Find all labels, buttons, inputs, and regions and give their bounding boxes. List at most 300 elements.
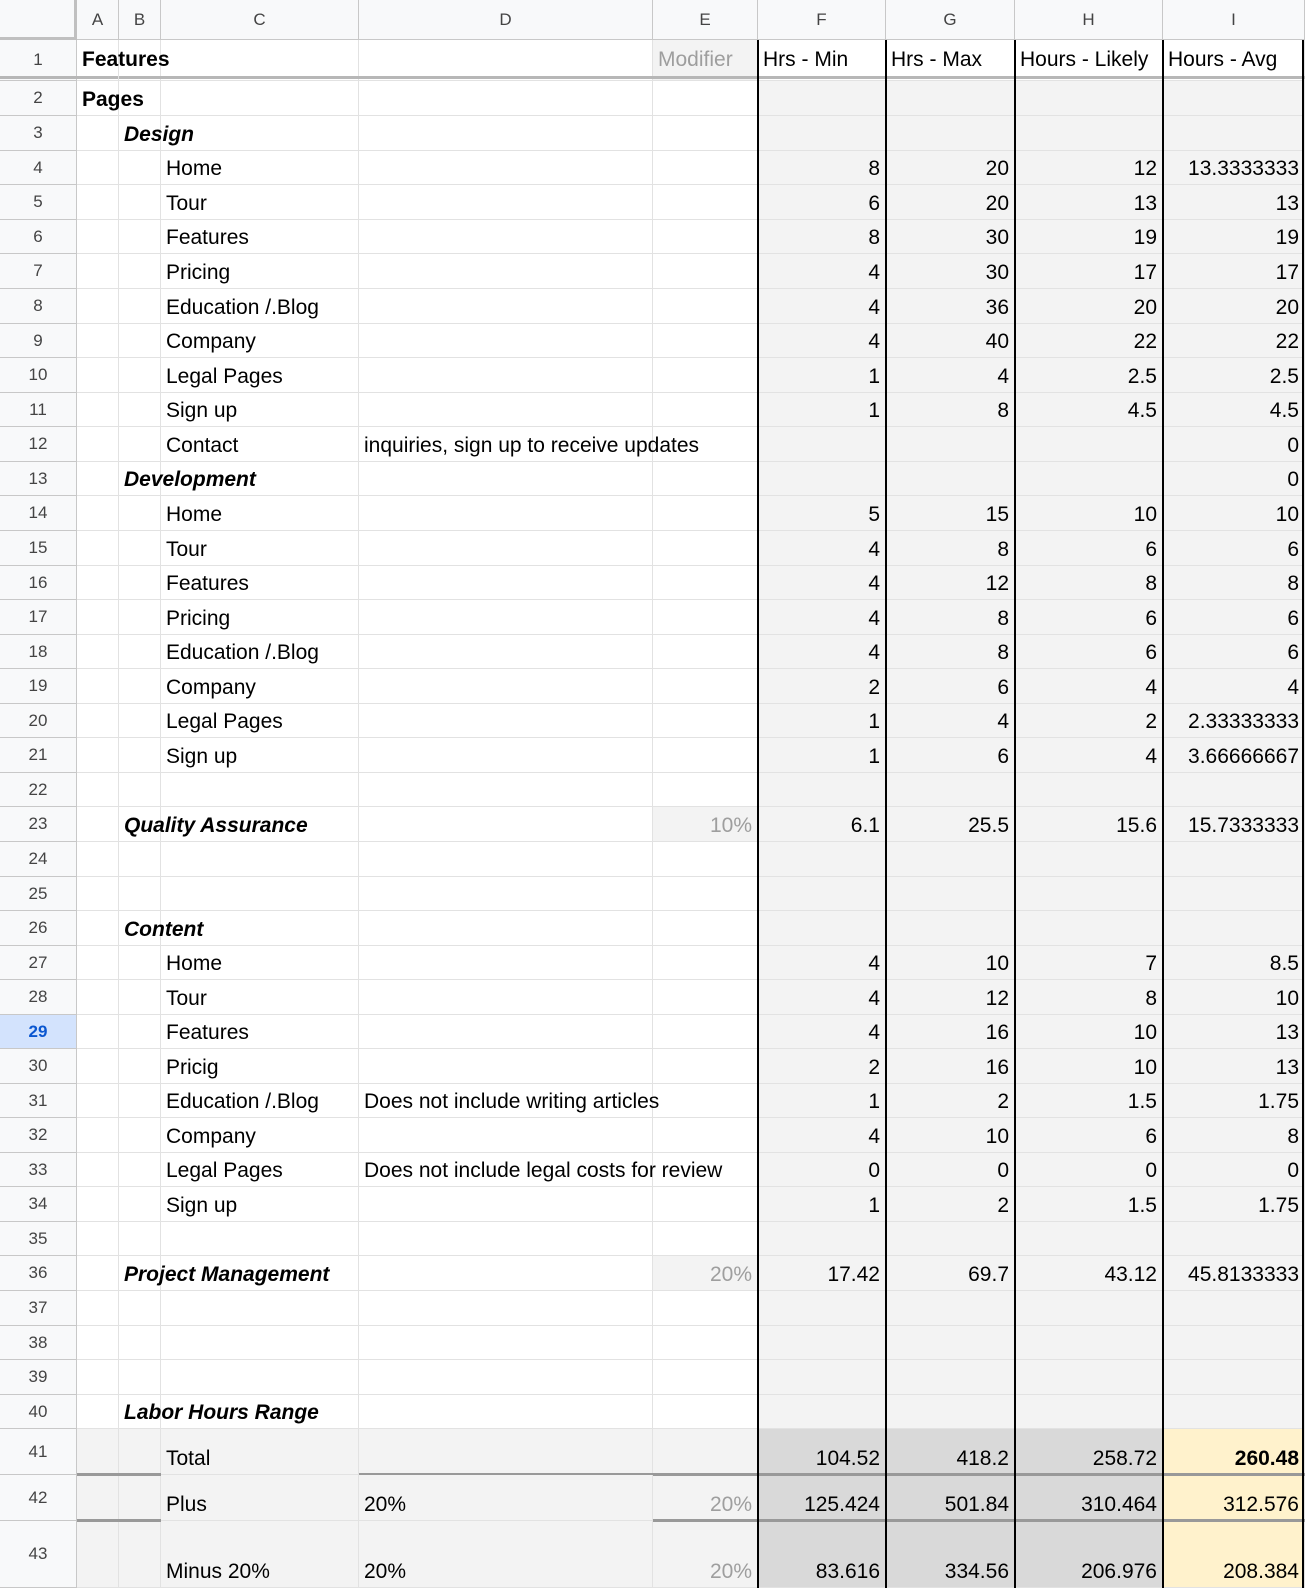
cell-G14[interactable]: 15 [886,496,1015,531]
cell-C41[interactable]: Total [161,1429,359,1475]
cell-F20[interactable]: 1 [758,704,886,738]
cell-G43[interactable]: 334.56 [886,1521,1015,1588]
row-header-28[interactable]: 28 [0,980,77,1015]
cell-I43[interactable]: 208.384 [1163,1521,1305,1588]
cell-A12[interactable] [77,427,119,462]
cell-C16[interactable]: Features [161,566,359,600]
cell-H28[interactable]: 8 [1015,980,1163,1015]
cell-B7[interactable] [119,254,161,289]
cell-F9[interactable]: 4 [758,324,886,358]
cell-D9[interactable] [359,324,653,358]
cell-B16[interactable] [119,566,161,600]
cell-D4[interactable] [359,151,653,185]
cell-F30[interactable]: 2 [758,1049,886,1084]
cell-H38[interactable] [1015,1326,1163,1360]
cell-H9[interactable]: 22 [1015,324,1163,358]
cell-A3[interactable] [77,116,119,151]
cell-D23[interactable] [359,807,653,842]
cell-A11[interactable] [77,393,119,427]
cell-D1[interactable] [359,40,653,81]
row-header-27[interactable]: 27 [0,946,77,980]
cell-B34[interactable] [119,1187,161,1222]
cell-I19[interactable]: 4 [1163,669,1305,704]
row-header-42[interactable]: 42 [0,1475,77,1521]
cell-F34[interactable]: 1 [758,1187,886,1222]
cell-B31[interactable] [119,1084,161,1118]
cell-F8[interactable]: 4 [758,289,886,324]
cell-D36[interactable] [359,1256,653,1291]
cell-D7[interactable] [359,254,653,289]
cell-F1[interactable]: Hrs - Min [758,40,886,81]
cell-I8[interactable]: 20 [1163,289,1305,324]
cell-E6[interactable] [653,220,758,254]
cell-G29[interactable]: 16 [886,1015,1015,1049]
row-header-34[interactable]: 34 [0,1187,77,1222]
column-header-G[interactable]: G [886,0,1015,40]
cell-G12[interactable] [886,427,1015,462]
row-header-21[interactable]: 21 [0,738,77,773]
cell-E1[interactable]: Modifier [653,40,758,81]
cell-E14[interactable] [653,496,758,531]
cell-E41[interactable] [653,1429,758,1475]
cell-F32[interactable]: 4 [758,1118,886,1153]
cell-A32[interactable] [77,1118,119,1153]
cell-F21[interactable]: 1 [758,738,886,773]
cell-H13[interactable] [1015,462,1163,496]
cell-D30[interactable] [359,1049,653,1084]
cell-A28[interactable] [77,980,119,1015]
cell-D16[interactable] [359,566,653,600]
row-header-9[interactable]: 9 [0,324,77,358]
row-header-19[interactable]: 19 [0,669,77,704]
cell-D5[interactable] [359,185,653,220]
cell-B25[interactable] [119,877,161,911]
row-header-41[interactable]: 41 [0,1429,77,1475]
cell-I28[interactable]: 10 [1163,980,1305,1015]
cell-F41[interactable]: 104.52 [758,1429,886,1475]
cell-F2[interactable] [758,81,886,116]
row-header-16[interactable]: 16 [0,566,77,600]
row-header-33[interactable]: 33 [0,1153,77,1187]
cell-E15[interactable] [653,531,758,566]
cell-I29[interactable]: 13 [1163,1015,1305,1049]
cell-B42[interactable] [119,1475,161,1521]
cell-B40[interactable]: Labor Hours Range [119,1395,161,1429]
cell-F23[interactable]: 6.1 [758,807,886,842]
row-header-14[interactable]: 14 [0,496,77,531]
cell-H30[interactable]: 10 [1015,1049,1163,1084]
cell-G26[interactable] [886,911,1015,946]
cell-D40[interactable] [359,1395,653,1429]
cell-E2[interactable] [653,81,758,116]
column-header-C[interactable]: C [161,0,359,40]
cell-I34[interactable]: 1.75 [1163,1187,1305,1222]
cell-I26[interactable] [1163,911,1305,946]
cell-H33[interactable]: 0 [1015,1153,1163,1187]
cell-I39[interactable] [1163,1360,1305,1395]
cell-I2[interactable] [1163,81,1305,116]
cell-G38[interactable] [886,1326,1015,1360]
cell-A23[interactable] [77,807,119,842]
cell-F43[interactable]: 83.616 [758,1521,886,1588]
cell-H5[interactable]: 13 [1015,185,1163,220]
cell-A6[interactable] [77,220,119,254]
cell-B19[interactable] [119,669,161,704]
cell-F26[interactable] [758,911,886,946]
cell-H12[interactable] [1015,427,1163,462]
cell-E10[interactable] [653,358,758,393]
cell-A7[interactable] [77,254,119,289]
cell-E4[interactable] [653,151,758,185]
row-header-31[interactable]: 31 [0,1084,77,1118]
cell-E37[interactable] [653,1291,758,1326]
cell-G9[interactable]: 40 [886,324,1015,358]
cell-C18[interactable]: Education /.Blog [161,635,359,669]
cell-C28[interactable]: Tour [161,980,359,1015]
cell-E40[interactable] [653,1395,758,1429]
cell-B21[interactable] [119,738,161,773]
cell-C31[interactable]: Education /.Blog [161,1084,359,1118]
cell-I16[interactable]: 8 [1163,566,1305,600]
cell-H3[interactable] [1015,116,1163,151]
cell-D13[interactable] [359,462,653,496]
cell-A43[interactable] [77,1521,119,1588]
cell-G5[interactable]: 20 [886,185,1015,220]
cell-F42[interactable]: 125.424 [758,1475,886,1521]
cell-H20[interactable]: 2 [1015,704,1163,738]
cell-G15[interactable]: 8 [886,531,1015,566]
cell-B4[interactable] [119,151,161,185]
cell-E31[interactable] [653,1084,758,1118]
cell-E32[interactable] [653,1118,758,1153]
cell-I32[interactable]: 8 [1163,1118,1305,1153]
cell-C24[interactable] [161,842,359,877]
cell-B3[interactable]: Design [119,116,161,151]
cell-H2[interactable] [1015,81,1163,116]
cell-A4[interactable] [77,151,119,185]
cell-A30[interactable] [77,1049,119,1084]
cell-C8[interactable]: Education /.Blog [161,289,359,324]
cell-C43[interactable]: Minus 20% [161,1521,359,1588]
cell-G11[interactable]: 8 [886,393,1015,427]
cell-B11[interactable] [119,393,161,427]
cell-G36[interactable]: 69.7 [886,1256,1015,1291]
cell-A42[interactable] [77,1475,119,1521]
cell-I4[interactable]: 13.3333333 [1163,151,1305,185]
cell-G42[interactable]: 501.84 [886,1475,1015,1521]
cell-I22[interactable] [1163,773,1305,807]
row-header-30[interactable]: 30 [0,1049,77,1084]
cell-E16[interactable] [653,566,758,600]
row-header-13[interactable]: 13 [0,462,77,496]
cell-F18[interactable]: 4 [758,635,886,669]
cell-F40[interactable] [758,1395,886,1429]
freeze-divider[interactable] [0,76,1305,79]
cell-F7[interactable]: 4 [758,254,886,289]
row-header-5[interactable]: 5 [0,185,77,220]
cell-H41[interactable]: 258.72 [1015,1429,1163,1475]
cell-H8[interactable]: 20 [1015,289,1163,324]
cell-E42[interactable]: 20% [653,1475,758,1521]
cell-I7[interactable]: 17 [1163,254,1305,289]
cell-A33[interactable] [77,1153,119,1187]
cell-D20[interactable] [359,704,653,738]
cell-G27[interactable]: 10 [886,946,1015,980]
cell-E13[interactable] [653,462,758,496]
cell-C14[interactable]: Home [161,496,359,531]
row-header-6[interactable]: 6 [0,220,77,254]
cell-D28[interactable] [359,980,653,1015]
cell-G7[interactable]: 30 [886,254,1015,289]
cell-D3[interactable] [359,116,653,151]
cell-C5[interactable]: Tour [161,185,359,220]
cell-F10[interactable]: 1 [758,358,886,393]
cell-A41[interactable] [77,1429,119,1475]
cell-F3[interactable] [758,116,886,151]
cell-G33[interactable]: 0 [886,1153,1015,1187]
cell-A15[interactable] [77,531,119,566]
cell-C15[interactable]: Tour [161,531,359,566]
cell-G1[interactable]: Hrs - Max [886,40,1015,81]
cell-G6[interactable]: 30 [886,220,1015,254]
cell-G8[interactable]: 36 [886,289,1015,324]
column-header-D[interactable]: D [359,0,653,40]
row-header-4[interactable]: 4 [0,151,77,185]
column-header-B[interactable]: B [119,0,161,40]
cell-H34[interactable]: 1.5 [1015,1187,1163,1222]
cell-D15[interactable] [359,531,653,566]
cell-B5[interactable] [119,185,161,220]
cell-E19[interactable] [653,669,758,704]
cell-H32[interactable]: 6 [1015,1118,1163,1153]
cell-D2[interactable] [359,81,653,116]
cell-A31[interactable] [77,1084,119,1118]
cell-G19[interactable]: 6 [886,669,1015,704]
cell-D27[interactable] [359,946,653,980]
cell-I9[interactable]: 22 [1163,324,1305,358]
row-header-2[interactable]: 2 [0,81,77,116]
cell-A17[interactable] [77,600,119,635]
cell-E28[interactable] [653,980,758,1015]
cell-I36[interactable]: 45.8133333 [1163,1256,1305,1291]
row-header-32[interactable]: 32 [0,1118,77,1153]
cell-I25[interactable] [1163,877,1305,911]
cell-E21[interactable] [653,738,758,773]
cell-E43[interactable]: 20% [653,1521,758,1588]
cell-D12[interactable]: inquiries, sign up to receive updates [359,427,653,462]
cell-H36[interactable]: 43.12 [1015,1256,1163,1291]
cell-B20[interactable] [119,704,161,738]
cell-D43[interactable]: 20% [359,1521,653,1588]
cell-E29[interactable] [653,1015,758,1049]
cell-B18[interactable] [119,635,161,669]
cell-C39[interactable] [161,1360,359,1395]
cell-E17[interactable] [653,600,758,635]
cell-H16[interactable]: 8 [1015,566,1163,600]
cell-C20[interactable]: Legal Pages [161,704,359,738]
cell-D10[interactable] [359,358,653,393]
cell-B17[interactable] [119,600,161,635]
cell-F16[interactable]: 4 [758,566,886,600]
cell-G24[interactable] [886,842,1015,877]
cell-C35[interactable] [161,1222,359,1256]
cell-A38[interactable] [77,1326,119,1360]
cell-G39[interactable] [886,1360,1015,1395]
cell-I1[interactable]: Hours - Avg [1163,40,1305,81]
row-header-7[interactable]: 7 [0,254,77,289]
cell-F6[interactable]: 8 [758,220,886,254]
cell-E22[interactable] [653,773,758,807]
cell-E30[interactable] [653,1049,758,1084]
row-header-18[interactable]: 18 [0,635,77,669]
cell-A35[interactable] [77,1222,119,1256]
cell-H29[interactable]: 10 [1015,1015,1163,1049]
cell-D32[interactable] [359,1118,653,1153]
cell-D21[interactable] [359,738,653,773]
row-header-1[interactable]: 1 [0,40,77,81]
cell-I37[interactable] [1163,1291,1305,1326]
cell-D39[interactable] [359,1360,653,1395]
cell-B41[interactable] [119,1429,161,1475]
row-header-43[interactable]: 43 [0,1521,77,1588]
cell-H1[interactable]: Hours - Likely [1015,40,1163,81]
row-header-8[interactable]: 8 [0,289,77,324]
cell-C9[interactable]: Company [161,324,359,358]
cell-F19[interactable]: 2 [758,669,886,704]
cell-D33[interactable]: Does not include legal costs for review [359,1153,653,1187]
cell-I38[interactable] [1163,1326,1305,1360]
cell-D26[interactable] [359,911,653,946]
column-header-I[interactable]: I [1163,0,1305,40]
cell-E35[interactable] [653,1222,758,1256]
select-all-corner[interactable] [0,0,77,40]
cell-F22[interactable] [758,773,886,807]
cell-F15[interactable]: 4 [758,531,886,566]
cell-G25[interactable] [886,877,1015,911]
cell-C33[interactable]: Legal Pages [161,1153,359,1187]
cell-I40[interactable] [1163,1395,1305,1429]
cell-A19[interactable] [77,669,119,704]
cell-I42[interactable]: 312.576 [1163,1475,1305,1521]
cell-I23[interactable]: 15.7333333 [1163,807,1305,842]
cell-F17[interactable]: 4 [758,600,886,635]
cell-H6[interactable]: 19 [1015,220,1163,254]
cell-F39[interactable] [758,1360,886,1395]
cell-I17[interactable]: 6 [1163,600,1305,635]
row-header-17[interactable]: 17 [0,600,77,635]
cell-F13[interactable] [758,462,886,496]
cell-A34[interactable] [77,1187,119,1222]
cell-G22[interactable] [886,773,1015,807]
row-header-15[interactable]: 15 [0,531,77,566]
cell-H15[interactable]: 6 [1015,531,1163,566]
cell-D22[interactable] [359,773,653,807]
cell-I13[interactable]: 0 [1163,462,1305,496]
cell-B37[interactable] [119,1291,161,1326]
cell-E36[interactable]: 20% [653,1256,758,1291]
cell-A22[interactable] [77,773,119,807]
cell-E34[interactable] [653,1187,758,1222]
row-header-25[interactable]: 25 [0,877,77,911]
cell-G41[interactable]: 418.2 [886,1429,1015,1475]
cell-G37[interactable] [886,1291,1015,1326]
cell-H4[interactable]: 12 [1015,151,1163,185]
row-header-26[interactable]: 26 [0,911,77,946]
cell-A24[interactable] [77,842,119,877]
cell-G31[interactable]: 2 [886,1084,1015,1118]
cell-F4[interactable]: 8 [758,151,886,185]
column-header-H[interactable]: H [1015,0,1163,40]
cell-F38[interactable] [758,1326,886,1360]
cell-D41[interactable] [359,1429,653,1475]
cell-A2[interactable]: Pages [77,81,119,116]
cell-A1[interactable]: Features [77,40,119,81]
cell-D38[interactable] [359,1326,653,1360]
cell-I35[interactable] [1163,1222,1305,1256]
cell-H17[interactable]: 6 [1015,600,1163,635]
cell-D14[interactable] [359,496,653,531]
cell-I24[interactable] [1163,842,1305,877]
cell-I15[interactable]: 6 [1163,531,1305,566]
cell-E8[interactable] [653,289,758,324]
cell-E39[interactable] [653,1360,758,1395]
cell-H40[interactable] [1015,1395,1163,1429]
cell-H39[interactable] [1015,1360,1163,1395]
cell-F14[interactable]: 5 [758,496,886,531]
row-header-40[interactable]: 40 [0,1395,77,1429]
cell-A40[interactable] [77,1395,119,1429]
cell-I27[interactable]: 8.5 [1163,946,1305,980]
cell-A16[interactable] [77,566,119,600]
cell-I31[interactable]: 1.75 [1163,1084,1305,1118]
cell-G32[interactable]: 10 [886,1118,1015,1153]
cell-E20[interactable] [653,704,758,738]
cell-F37[interactable] [758,1291,886,1326]
cell-A21[interactable] [77,738,119,773]
cell-A27[interactable] [77,946,119,980]
cell-B29[interactable] [119,1015,161,1049]
cell-G40[interactable] [886,1395,1015,1429]
cell-C37[interactable] [161,1291,359,1326]
cell-B27[interactable] [119,946,161,980]
cell-C21[interactable]: Sign up [161,738,359,773]
row-header-29[interactable]: 29 [0,1015,77,1049]
cell-A5[interactable] [77,185,119,220]
cell-D17[interactable] [359,600,653,635]
cell-G28[interactable]: 12 [886,980,1015,1015]
cell-H42[interactable]: 310.464 [1015,1475,1163,1521]
cell-D11[interactable] [359,393,653,427]
cell-G3[interactable] [886,116,1015,151]
row-header-20[interactable]: 20 [0,704,77,738]
cell-C17[interactable]: Pricing [161,600,359,635]
cell-H26[interactable] [1015,911,1163,946]
cell-C4[interactable]: Home [161,151,359,185]
cell-D37[interactable] [359,1291,653,1326]
cell-A29[interactable] [77,1015,119,1049]
column-header-F[interactable]: F [758,0,886,40]
cell-H19[interactable]: 4 [1015,669,1163,704]
cell-G30[interactable]: 16 [886,1049,1015,1084]
cell-C12[interactable]: Contact [161,427,359,462]
row-header-22[interactable]: 22 [0,773,77,807]
cell-B22[interactable] [119,773,161,807]
cell-C6[interactable]: Features [161,220,359,254]
cell-H7[interactable]: 17 [1015,254,1163,289]
cell-H31[interactable]: 1.5 [1015,1084,1163,1118]
row-header-39[interactable]: 39 [0,1360,77,1395]
cell-H14[interactable]: 10 [1015,496,1163,531]
